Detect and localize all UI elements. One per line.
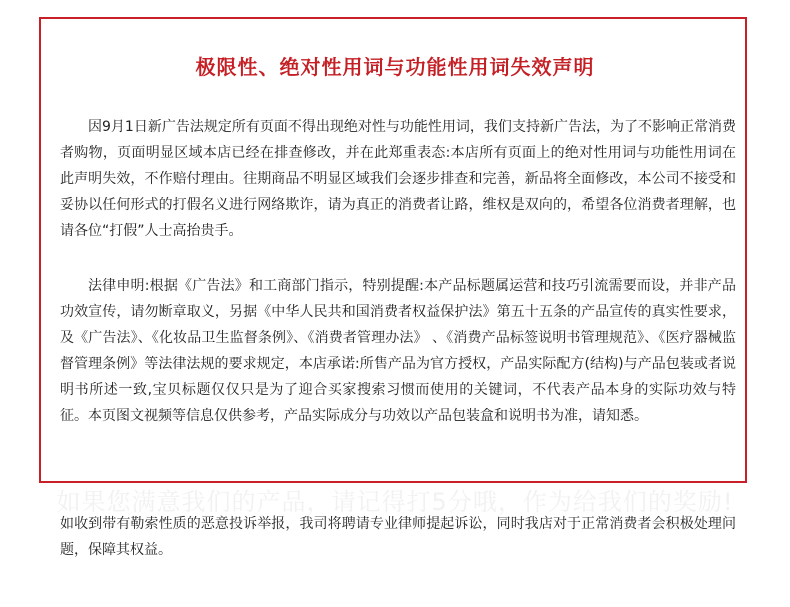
legal-declaration-paragraph: 法律申明:根据《广告法》和工商部门指示，特别提醒:本产品标题属运营和技巧引流需要而设，并非产品功效宣传，请勿断章取义，另据《中华人民共和国消费者权益保护法》第五十五条的产品宣传的真实性要求，及《广告法》、《化妆品卫生监督条例》、《消费者管理办法》 、《消费产品标签说明书管理规范》、《医疗器械监督管理条例》等法律法规的要求规定，本店承诺:所售产品为官方授权，产品实际配方(结构)与产品包装或者说明书所述一致,宝贝标题仅仅只是为了迎合买家搜索习惯而使用的关键词，不代表产品本身的实际功效与特征。本页图文视频等信息仅供参考，产品实际成分与功效以产品包装盒和说明书为准，请知悉。 [60, 278, 736, 424]
rating-watermark-text: 如果您满意我们的产品，请记得打5分哦，作为给我们的奖励! [56, 488, 734, 516]
statement-title: 极限性、绝对性用词与功能性用词失效声明 [195, 55, 595, 79]
complaint-notice-paragraph: 如收到带有勒索性质的恶意投诉举报，我司将聘请专业律师提起诉讼，同时我店对于正常消费者会积极处理问题，保障其权益。 [60, 516, 736, 558]
statement-paragraph-1: 因9月1日新广告法规定所有页面不得出现绝对性与功能性用词，我们支持新广告法，为了不影响正常消费者购物，页面明显区域本店已经在排查修改，并在此郑重表态:本店所有页面上的绝对性用词与功能性用词在此声明失效，不作赔付理由。往期商品不明显区域我们会逐步排查和完善，新品将全面修改，本公司不接受和妥协以任何形式的打假名义进行网络欺诈，请为真正的消费者让路，维权是双向的，希望各位消费者理解，也请各位“打假”人士高抬贵手。 [60, 119, 736, 239]
